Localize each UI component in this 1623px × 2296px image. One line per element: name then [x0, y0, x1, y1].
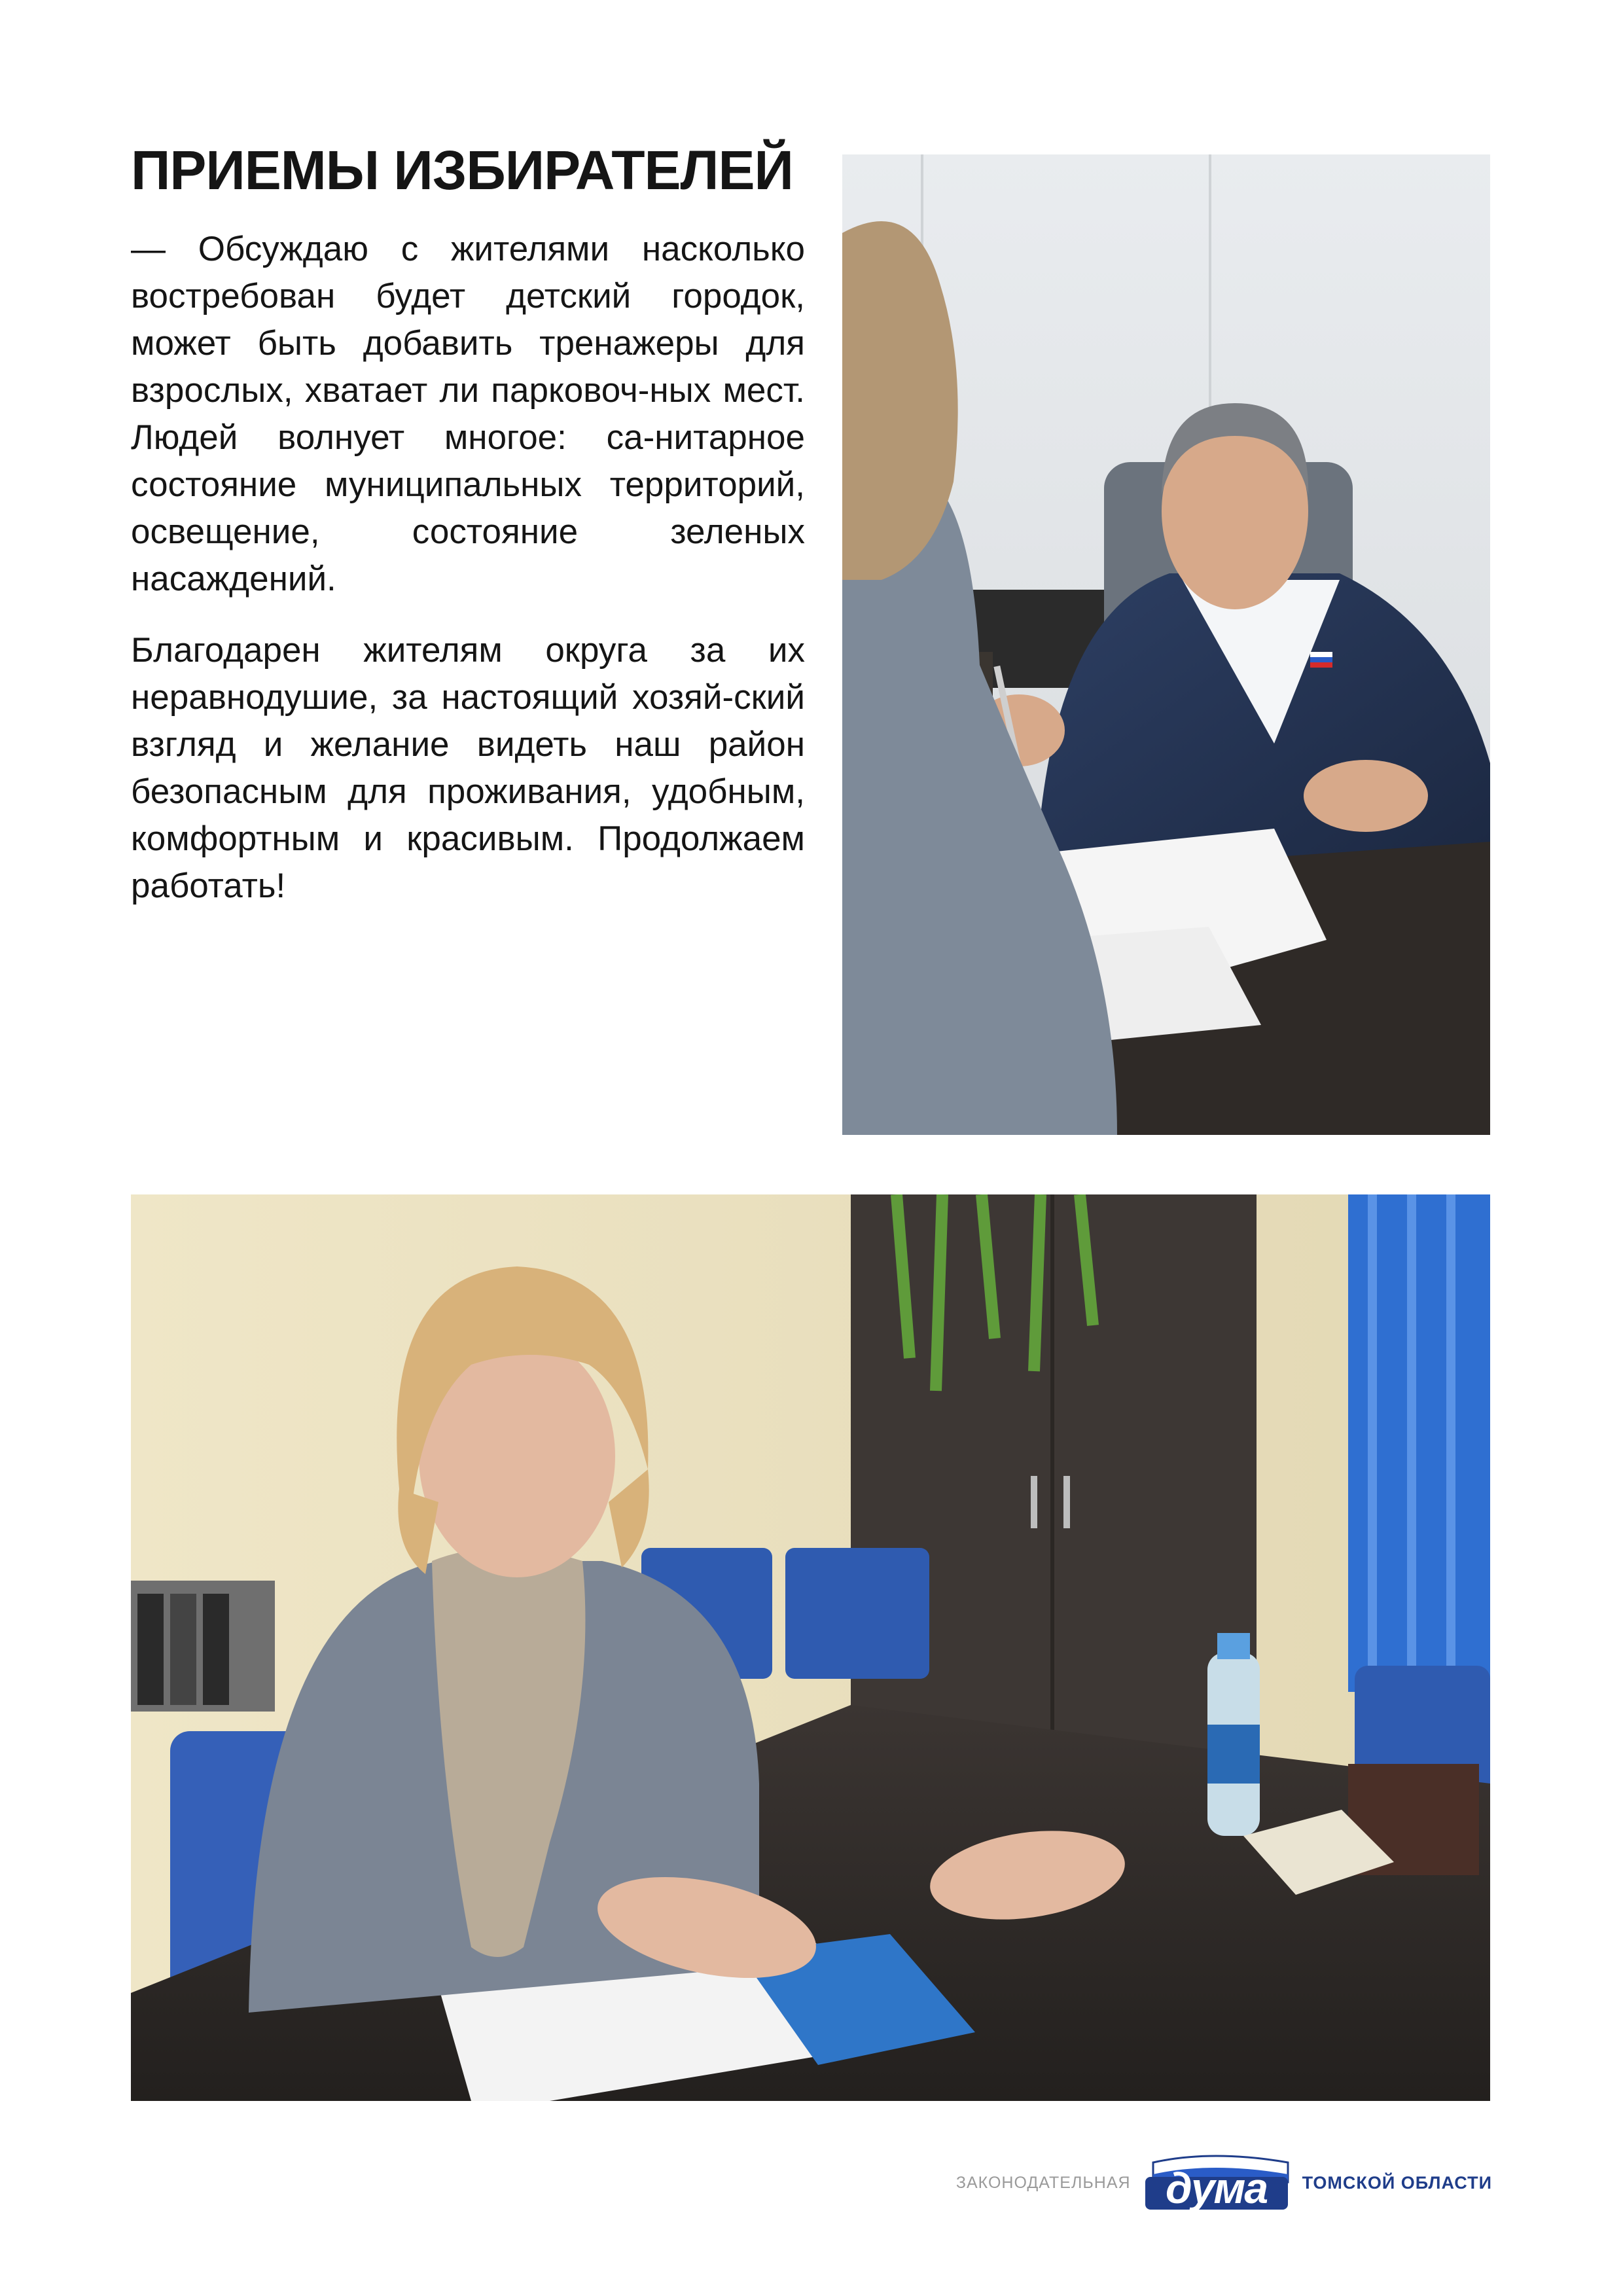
footer-left-text: ЗАКОНОДАТЕЛЬНАЯ — [955, 2173, 1131, 2192]
article-paragraph-2: Благодарен жителям округа за их неравнодушие, за настоящий хозяй-ский взгляд и желание видеть наш район безопасным для проживания, удобным, комфортным и красивым. Продолжаем работать! — [131, 631, 805, 905]
photo-voter-reception — [131, 1194, 1490, 2101]
page-title: ПРИЕМЫ ИЗБИРАТЕЛЕЙ — [131, 139, 793, 201]
article-paragraph-1: — Обсуждаю с жителями насколько востребован будет детский городок, может быть добавить тренажеры для взрослых, хватает ли парковоч-ных мест. Людей волнует многое: са-нитарное состояние муниципальных территорий, освещение, состояние зеленых насаждений. — [131, 230, 805, 598]
duma-flag-logo-icon — [1140, 2153, 1293, 2212]
footer-right-text: ТОМСКОЙ ОБЛАСТИ — [1302, 2172, 1492, 2193]
logo-wordmark: дума — [1166, 2164, 1268, 2212]
footer-branding — [956, 2153, 1492, 2212]
photo-deputy-at-desk — [842, 154, 1490, 1135]
